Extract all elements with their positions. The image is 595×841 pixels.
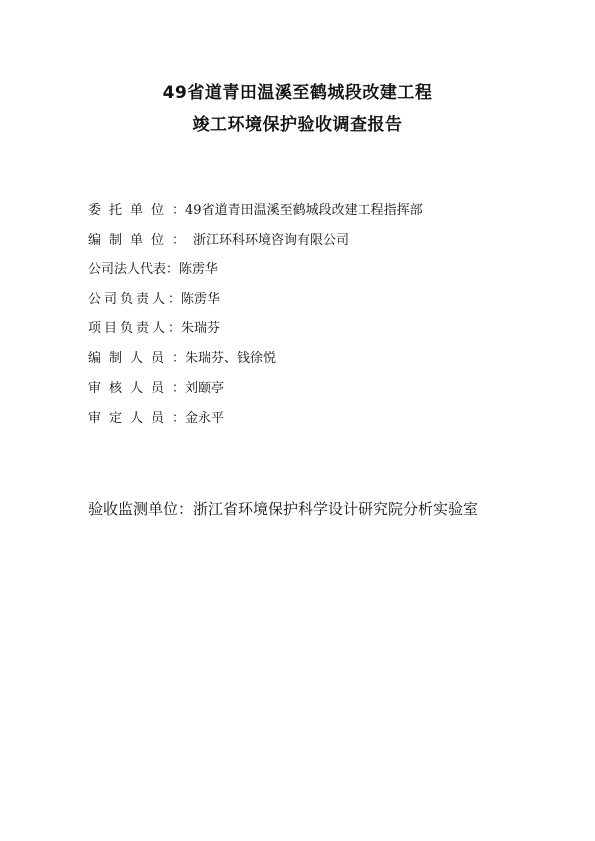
info-label: 审定人员 <box>88 411 173 426</box>
info-value: 陈雳华 <box>179 262 219 277</box>
info-row-company-head <box>88 292 220 308</box>
report-title-line-1: 49省道青田温溪至鹤城段改建工程 <box>162 83 433 103</box>
info-row-legal-representative <box>88 262 218 278</box>
info-label: 公司法人代表 <box>88 262 167 277</box>
info-value: 49省道青田温溪至鹤城段改建工程指挥部 <box>185 203 423 218</box>
info-separator: ： <box>168 321 182 336</box>
info-label: 委托单位 <box>88 203 173 218</box>
info-separator: ： <box>168 292 182 307</box>
info-label: 审核人员 <box>88 381 173 396</box>
report-title-line-2: 竣工环境保护验收调查报告 <box>192 115 403 135</box>
info-label: 编制人员 <box>88 351 173 366</box>
info-label: 编制单位 <box>88 233 173 248</box>
info-value: 浙江环科环境咨询有限公司 <box>193 233 350 248</box>
monitoring-unit-value: 浙江省环境保护科学设计研究院分析实验室 <box>193 500 479 518</box>
info-separator: ： <box>172 233 186 248</box>
info-row-project-head <box>88 321 220 337</box>
info-separator: ： <box>166 262 180 277</box>
info-separator: ： <box>172 203 186 218</box>
info-separator: ： <box>172 411 186 426</box>
info-value: 陈雳华 <box>181 292 221 307</box>
info-value: 刘颐亭 <box>185 381 225 396</box>
info-value: 朱瑞芬、钱徐悦 <box>185 351 277 366</box>
info-row-commissioning-unit <box>88 203 423 219</box>
info-row-reviewers <box>88 381 224 397</box>
info-value: 朱瑞芬 <box>181 321 221 336</box>
monitoring-unit-line <box>88 498 478 519</box>
info-label: 公司负责人 <box>88 292 169 307</box>
info-row-compiling-unit <box>88 233 349 249</box>
info-separator: ： <box>172 381 186 396</box>
info-label: 项目负责人 <box>88 321 169 336</box>
info-separator: ： <box>172 351 186 366</box>
info-value: 金永平 <box>185 411 225 426</box>
info-row-approvers <box>88 411 224 427</box>
monitoring-unit-label: 验收监测单位： <box>88 500 194 518</box>
info-row-compilers <box>88 351 276 367</box>
